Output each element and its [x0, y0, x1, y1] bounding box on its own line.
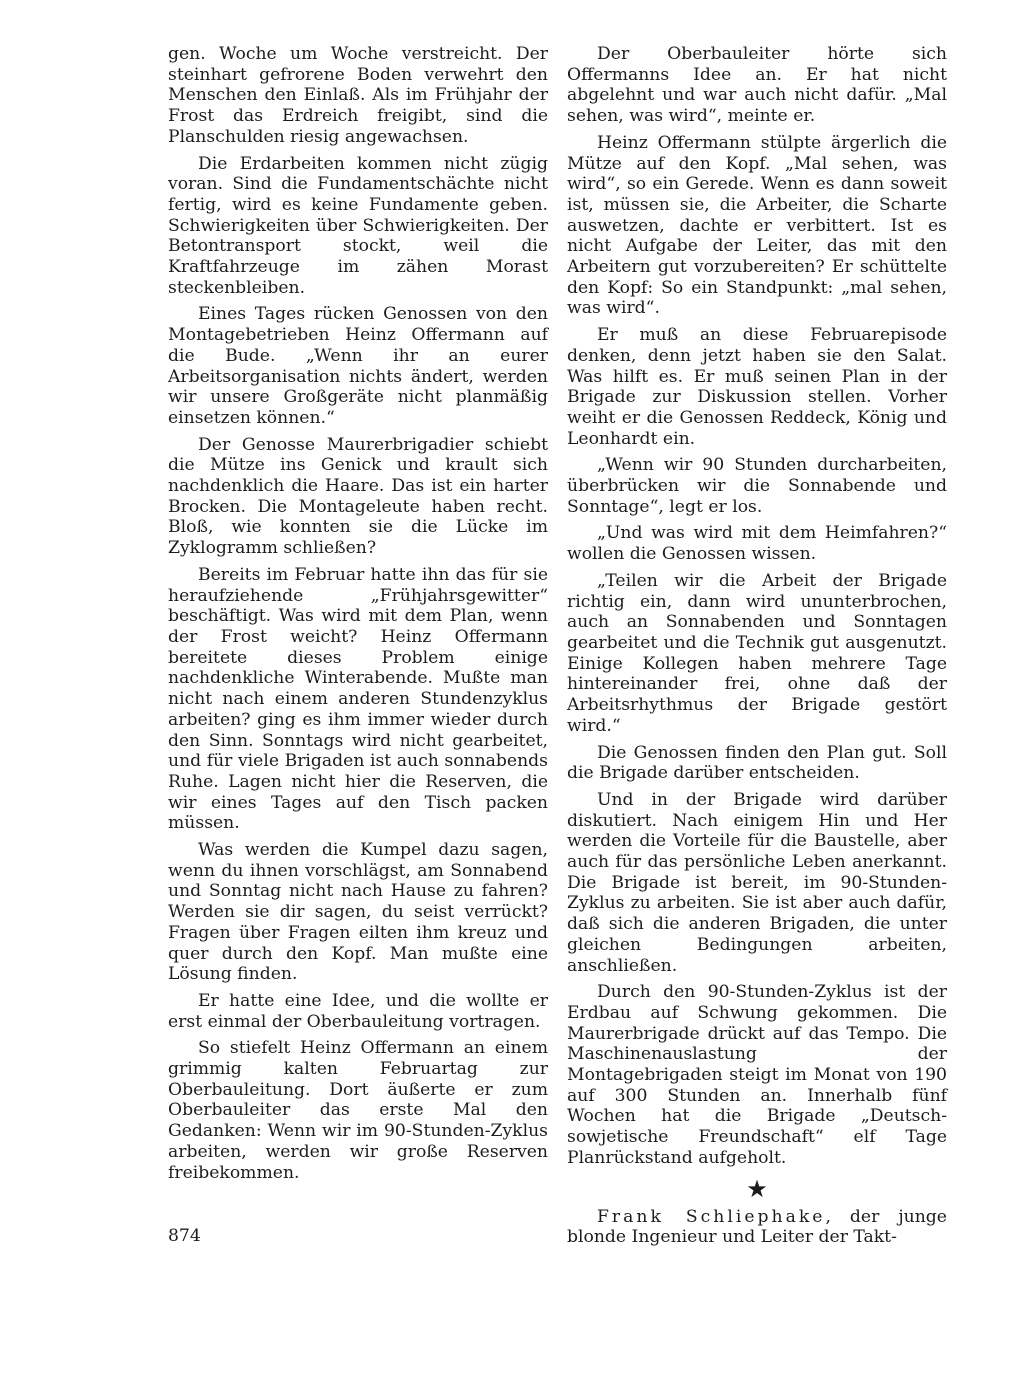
paragraph-text: , der junge blonde Ingenieur und Leiter der Takt-	[567, 1206, 947, 1248]
paragraph: Durch den 90-Stunden-Zyklus ist der Erdbau auf Schwung gekommen. Die Maurerbrigade drückt auf das Tempo. Die Maschinenauslastung der Montagebrigaden steigt im Monat von 190 auf 300 Stunden an. Innerhalb fünf Wochen hat die Brigade „Deutsch-sowjetische Freundschaft“ elf Tage Planrückstand aufgeholt.	[567, 982, 947, 1168]
paragraph: Die Genossen finden den Plan gut. Soll die Brigade darüber entscheiden.	[567, 742, 947, 784]
paragraph: Bereits im Februar hatte ihn das für sie heraufziehende „Frühjahrsgewitter“ beschäftigt. Was wird mit dem Plan, wenn der Frost weicht? Heinz Offermann bereitete dieses Problem einige nachdenkliche Winterabende. Mußte man nicht nach einem anderen Stundenzyklus arbeiten? ging es ihm immer wieder durch den Sinn. Sonntags wird nicht gearbeitet, und für viele Brigaden ist auch sonnabends Ruhe. Lagen nicht hier die Reserven, die wir eines Tages auf den Tisch packen müssen.	[168, 564, 548, 834]
paragraph: Er hatte eine Idee, und die wollte er erst einmal der Oberbauleitung vortragen.	[168, 990, 548, 1032]
paragraph	[567, 1207, 947, 1248]
paragraph: „Und was wird mit dem Heimfahren?“ wollen die Genossen wissen.	[567, 523, 947, 565]
right-column	[567, 44, 947, 1248]
paragraph: Der Oberbauleiter hörte sich Offermanns Idee an. Er hat nicht abgelehnt und war auch nicht dafür. „Mal sehen, was wird“, meinte er.	[567, 44, 947, 127]
page-number: 874	[168, 1226, 201, 1246]
left-column	[168, 44, 548, 1183]
paragraph: „Wenn wir 90 Stunden durcharbeiten, überbrücken wir die Sonnabende und Sonntage“, legt er los.	[567, 455, 947, 517]
paragraph: Der Genosse Maurerbrigadier schiebt die Mütze ins Genick und krault sich nachdenklich die Haare. Das ist ein harter Brocken. Die Montageleute haben recht. Bloß, wie konnten sie die Lücke im Zyklogramm schließen?	[168, 434, 548, 559]
paragraph: So stiefelt Heinz Offermann an einem grimmig kalten Februartag zur Oberbauleitung. Dort äußerte er zum Oberbauleiter das erste Mal den Gedanken: Wenn wir im 90-Stunden-Zyklus arbeiten, werden wir große Reserven freibekommen.	[168, 1038, 548, 1183]
paragraph: Er muß an diese Februarepisode denken, denn jetzt haben sie den Salat. Was hilft es. Er muß seinen Plan in der Brigade zur Diskussion stellen. Vorher weiht er die Genossen Reddeck, König und Leonhardt ein.	[567, 325, 947, 449]
person-name: Frank Schliephake	[597, 1206, 826, 1227]
section-separator-star: ★	[746, 1174, 768, 1203]
paragraph: „Teilen wir die Arbeit der Brigade richtig ein, dann wird ununterbrochen, auch an Sonnabenden und Sonntagen gearbeitet und die Technik gut ausgenutzt. Einige Kollegen haben mehrere Tage hintereinander frei, ohne daß der Arbeitsrhythmus der Brigade gestört wird.“	[567, 570, 947, 736]
paragraph: Was werden die Kumpel dazu sagen, wenn du ihnen vorschlägst, am Sonnabend und Sonntag nicht nach Hause zu fahren? Werden sie dir sagen, du seist verrückt? Fragen über Fragen eilten ihm kreuz und quer durch den Kopf. Man mußte eine Lösung finden.	[168, 840, 548, 985]
paragraph: Die Erdarbeiten kommen nicht zügig voran. Sind die Fundamentschächte nicht fertig, wird es keine Fundamente geben. Schwierigkeiten über Schwierigkeiten. Der Betontransport stockt, weil die Kraftfahrzeuge im zähen Morast steckenbleiben.	[168, 153, 548, 298]
paragraph: Eines Tages rücken Genossen von den Montagebetrieben Heinz Offermann auf die Bude. „Wenn ihr an eurer Arbeitsorganisation nichts ändert, werden wir unsere Großgeräte nicht planmäßig einsetzen können.“	[168, 304, 548, 428]
paragraph: Und in der Brigade wird darüber diskutiert. Nach einigem Hin und Her werden die Vorteile für die Baustelle, aber auch für das persönliche Leben anerkannt. Die Brigade ist bereit, im 90-Stunden-Zyklus zu arbeiten. Sie ist aber auch dafür, daß sich die anderen Brigaden, die unter gleichen Bedingungen arbeiten, anschließen.	[567, 789, 947, 976]
paragraph: Heinz Offermann stülpte ärgerlich die Mütze auf den Kopf. „Mal sehen, was wird“, so ein Gerede. Wenn es dann soweit ist, müssen sie, die Arbeiter, die Scharte auswetzen, dachte er verbittert. Ist es nicht Aufgabe der Leiter, das mit den Arbeitern gut vorzubereiten? Er schüttelte den Kopf: So ein Standpunkt: „mal sehen, was wird“.	[567, 132, 947, 319]
paragraph: gen. Woche um Woche verstreicht. Der steinhart gefrorene Boden verwehrt den Menschen den Einlaß. Als im Frühjahr der Frost das Erdreich freigibt, sind die Planschulden riesig angewachsen.	[168, 44, 548, 147]
